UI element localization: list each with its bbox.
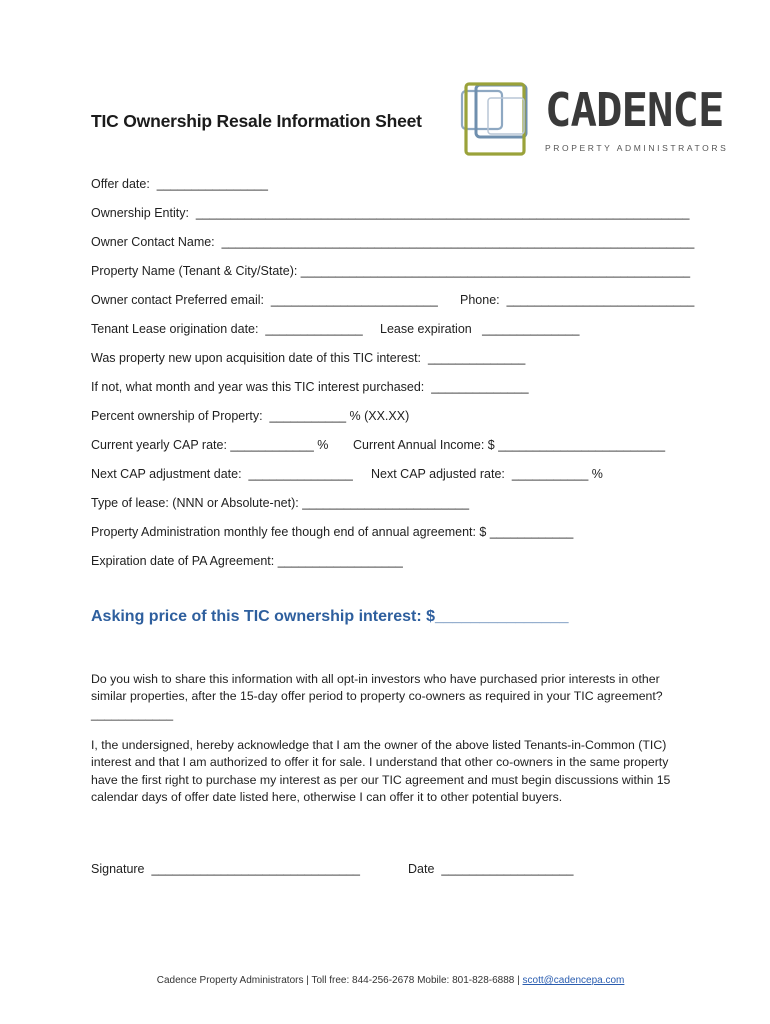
page-title: TIC Ownership Resale Information Sheet (91, 111, 422, 131)
percent-ownership-field[interactable]: Percent ownership of Property: ___________ % (XX.XX) (91, 409, 410, 423)
acknowledgement-paragraph: I, the undersigned, hereby acknowledge that I am the owner of the above listed Tenants-in-Common (TIC) interest and that I am authorized to offer it for sale. I understand that other co-owners in the same property have the first right to purchase my interest as per our TIC agreement and must begin discussions within 15 calendar days of offer date listed here, otherwise I can offer it to other potential buyers. (91, 738, 671, 804)
pa-fee-field[interactable]: Property Administration monthly fee though end of annual agreement: $ ____________ (91, 525, 574, 539)
logo-tagline: PROPERTY ADMINISTRATORS (545, 143, 729, 153)
preferred-email-field[interactable]: Owner contact Preferred email: ________________________ (91, 293, 438, 307)
offer-date-field[interactable]: Offer date: ________________ (91, 177, 269, 191)
pa-expiration-field[interactable]: Expiration date of PA Agreement: __________________ (91, 554, 403, 568)
footer-contact-text: Cadence Property Administrators | Toll free: 844-256-2678 Mobile: 801-828-6888 | (156, 975, 523, 986)
cap-rate-field[interactable]: Current yearly CAP rate: ____________ % (91, 438, 329, 452)
property-name-field[interactable]: Property Name (Tenant & City/State): ________________________________________________________ (91, 264, 691, 278)
share-question-paragraph: Do you wish to share this information with all opt-in investors who have purchased prior interests in other similar properties, after the 15-day offer period to property co-owners as required in your TIC agreement? ____________ (91, 672, 663, 721)
property-new-field[interactable]: Was property new upon acquisition date of this TIC interest: ______________ (91, 351, 526, 365)
purchase-date-field[interactable]: If not, what month and year was this TIC interest purchased: ______________ (91, 380, 529, 394)
lease-expiration-field[interactable]: Lease expiration ______________ (380, 322, 580, 336)
phone-field[interactable]: Phone: ___________________________ (460, 293, 695, 307)
next-cap-rate-field[interactable]: Next CAP adjusted rate: ___________ % (371, 467, 603, 481)
asking-price-field[interactable]: Asking price of this TIC ownership interest: $_______________ (91, 608, 569, 625)
owner-contact-name-field[interactable]: Owner Contact Name: ____________________________________________________________________ (91, 235, 695, 249)
date-field[interactable]: Date ___________________ (408, 862, 574, 876)
logo-square-light (462, 91, 502, 129)
ownership-entity-field[interactable]: Ownership Entity: _______________________________________________________________________ (91, 206, 690, 220)
footer (0, 964, 770, 997)
signature-field[interactable]: Signature ______________________________ (91, 862, 361, 876)
annual-income-field[interactable]: Current Annual Income: $ ________________________ (353, 438, 666, 452)
lease-type-field[interactable]: Type of lease: (NNN or Absolute-net): ________________________ (91, 496, 470, 510)
logo-wordmark: CADENCE (545, 83, 724, 138)
footer-email-link[interactable]: scott@cadencepa.com (522, 975, 625, 986)
next-cap-date-field[interactable]: Next CAP adjustment date: _______________ (91, 467, 353, 481)
lease-origination-field[interactable]: Tenant Lease origination date: ______________ (91, 322, 363, 336)
